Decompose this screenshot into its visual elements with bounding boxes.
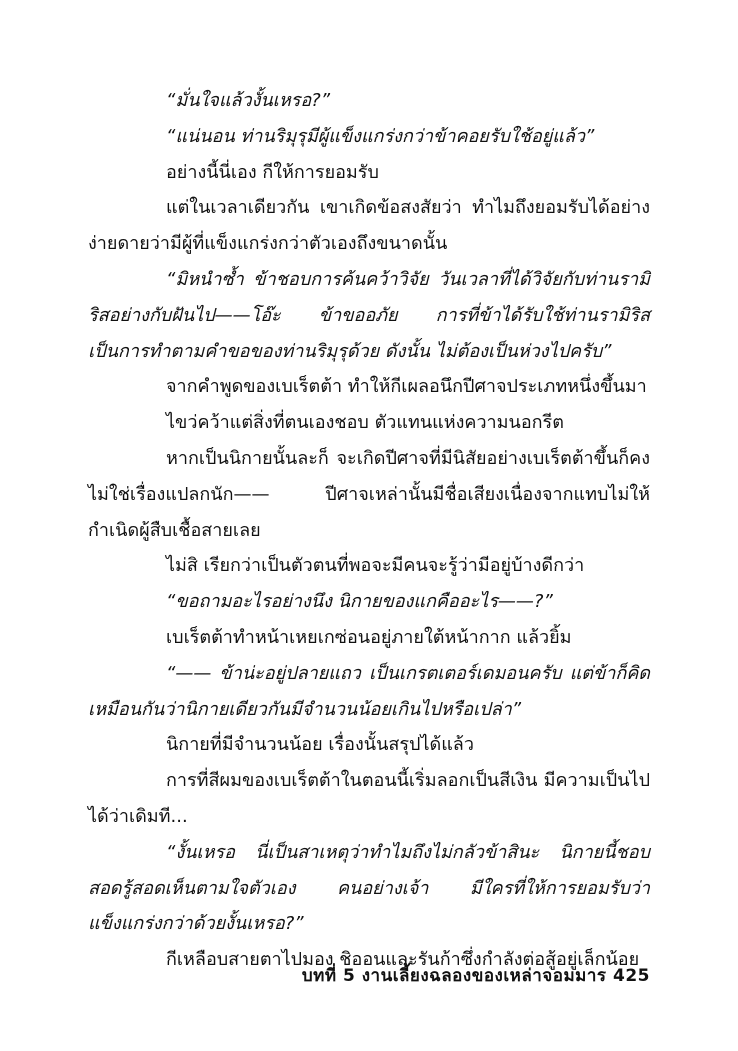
- dialogue-paragraph: “มั่นใจแล้วงั้นเหรอ?”: [166, 90, 331, 111]
- narration-paragraph: อย่างนี้นี่เอง กีให้การยอมรับ: [166, 161, 379, 183]
- narration-paragraph: กีเหลือบสายตาไปมอง ชิออนและรันก้าซึ่งกำลังต่อสู้อยู่เล็กน้อย: [166, 949, 640, 971]
- page-number: 425: [613, 966, 650, 986]
- dialogue-paragraph: “มิหนำซ้ำ ข้าชอบการค้นคว้าวิจัย วันเวลาที่ได้วิจัยกับท่านรามิริสอย่างกับฝันไป——โอ๊ะ ข้าขออภัย การที่ข้าได้รับใช้ท่านรามิริส เป็นการทำตามคำขอของท่านริมุรุด้วย ดังนั้น ไม่ต้องเป็นห่วงไปครับ”: [88, 268, 650, 362]
- body-text: [88, 83, 650, 978]
- narration-paragraph: หากเป็นนิกายนั้นละก็ จะเกิดปีศาจที่มีนิสัยอย่างเบเร็ตต้าขึ้นก็คงไม่ใช่เรื่องแปลกนัก—— ปีศาจเหล่านั้นมีชื่อเสียงเนื่องจากแทบไม่ให้กำเนิดผู้สืบเชื้อสายเลย: [88, 447, 650, 541]
- page-footer: [302, 962, 650, 989]
- chapter-title: บทที่ 5 งานเลี้ยงฉลองของเหล่าจอมมาร: [301, 966, 607, 986]
- narration-paragraph: การที่สีผมของเบเร็ตต้าในตอนนี้เริ่มลอกเป็นสีเงิน มีความเป็นไปได้ว่าเดิมที...: [88, 770, 650, 827]
- dialogue-paragraph: “ขอถามอะไรอย่างนึง นิกายของแกคืออะไร——?”: [166, 591, 553, 613]
- dialogue-paragraph: “แน่นอน ท่านริมุรุมีผู้แข็งแกร่งกว่าข้าคอยรับใช้อยู่แล้ว”: [166, 125, 595, 147]
- narration-paragraph: เบเร็ตต้าทำหน้าเหยเกซ่อนอยู่ภายใต้หน้ากาก แล้วยิ้ม: [166, 626, 572, 648]
- narration-paragraph: ไม่สิ เรียกว่าเป็นตัวตนที่พอจะมีคนจะรู้ว่ามีอยู่บ้างดีกว่า: [166, 555, 585, 577]
- narration-paragraph: นิกายที่มีจำนวนน้อย เรื่องนั้นสรุปได้แล้ว: [166, 734, 474, 756]
- dialogue-paragraph: “งั้นเหรอ นี่เป็นสาเหตุว่าทำไมถึงไม่กลัวข้าสินะ นิกายนี้ชอบสอดรู้สอดเห็นตามใจตัวเอง คนอย่างเจ้า มีใครที่ให้การยอมรับว่าแข็งแกร่งกว่าด้วยงั้นเหรอ?”: [88, 841, 650, 935]
- narration-paragraph: แต่ในเวลาเดียวกัน เขาเกิดข้อสงสัยว่า ทำไมถึงยอมรับได้อย่างง่ายดายว่ามีผู้ที่แข็งแกร่งกว่าตัวเองถึงขนาดนั้น: [88, 197, 650, 255]
- dialogue-paragraph: “—— ข้าน่ะอยู่ปลายแถว เป็นเกรตเตอร์เดมอนครับ แต่ข้าก็คิดเหมือนกันว่านิกายเดียวกันมีจำนวนน้อยเกินไปหรือเปล่า”: [88, 662, 650, 720]
- narration-paragraph: ไขว่คว้าแต่สิ่งที่ตนเองชอบ ตัวแทนแห่งความนอกรีต: [166, 412, 564, 434]
- narration-paragraph: จากคำพูดของเบเร็ตต้า ทำให้กีเผลอนึกปีศาจประเภทหนึ่งขึ้นมา: [166, 376, 647, 398]
